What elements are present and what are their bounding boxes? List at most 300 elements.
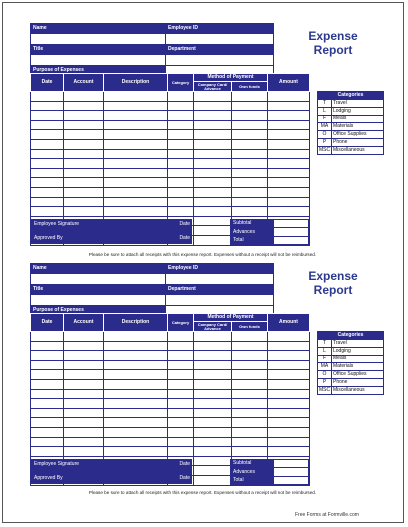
category-name: Office Supplies (332, 131, 384, 139)
expense-cell[interactable] (64, 120, 104, 130)
name-field[interactable] (31, 34, 166, 44)
col-own-funds: Own funds (232, 322, 268, 332)
expense-cell[interactable] (194, 235, 232, 245)
expense-cell[interactable] (168, 92, 194, 102)
expense-row (31, 418, 310, 428)
expense-cell[interactable] (232, 399, 268, 409)
expense-cell[interactable] (64, 370, 104, 380)
expense-cell[interactable] (104, 389, 168, 399)
expense-cell[interactable] (168, 139, 194, 149)
expense-cell[interactable] (104, 139, 168, 149)
expense-row (31, 360, 310, 370)
title-field[interactable] (31, 55, 166, 65)
expense-cell[interactable] (194, 139, 232, 149)
employee-id-field[interactable] (166, 274, 274, 284)
expense-cell[interactable] (31, 130, 64, 140)
col-category: Category (168, 74, 194, 92)
expense-cell[interactable] (31, 332, 64, 342)
expense-cell[interactable] (194, 370, 232, 380)
expense-cell[interactable] (168, 437, 194, 447)
expense-cell[interactable] (31, 159, 64, 169)
category-code: MA (318, 123, 332, 131)
expense-cell[interactable] (268, 187, 310, 197)
expense-row (31, 207, 310, 217)
expense-cell[interactable] (31, 408, 64, 418)
advances-field[interactable] (274, 468, 309, 476)
expense-cell[interactable] (232, 341, 268, 351)
expense-cell[interactable] (104, 447, 168, 457)
expense-cell[interactable] (168, 351, 194, 361)
expense-cell[interactable] (194, 360, 232, 370)
expense-cell[interactable] (64, 389, 104, 399)
expense-cell[interactable] (64, 360, 104, 370)
advances-label: Advances (231, 468, 274, 476)
expense-cell[interactable] (31, 447, 64, 457)
expense-cell[interactable] (31, 360, 64, 370)
expense-cell[interactable] (31, 389, 64, 399)
expense-cell[interactable] (104, 427, 168, 437)
title-line-1: Expense (308, 269, 358, 283)
employee-signature-field[interactable]: Employee Signature (31, 220, 161, 230)
expense-cell[interactable] (168, 111, 194, 121)
expense-cell[interactable] (64, 379, 104, 389)
expense-cell[interactable] (194, 418, 232, 428)
expense-cell[interactable] (194, 399, 232, 409)
expense-row (31, 159, 310, 169)
expense-cell[interactable] (168, 197, 194, 207)
expense-cell[interactable] (232, 427, 268, 437)
expense-cell[interactable] (268, 399, 310, 409)
advances-label: Advances (231, 228, 274, 236)
category-code: MA (318, 363, 332, 371)
expense-cell[interactable] (31, 370, 64, 380)
expense-cell[interactable] (64, 130, 104, 140)
department-label: Department (166, 284, 274, 294)
expense-cell[interactable] (194, 92, 232, 102)
expense-cell[interactable] (104, 379, 168, 389)
category-name: Meals (332, 115, 384, 123)
expense-row (31, 168, 310, 178)
expense-cell[interactable] (31, 187, 64, 197)
categories-table (317, 331, 384, 395)
expense-cell[interactable] (168, 149, 194, 159)
categories-table (317, 91, 384, 155)
expense-cell[interactable] (194, 226, 232, 236)
expense-cell[interactable] (104, 399, 168, 409)
title-line-1: Expense (308, 29, 358, 43)
expense-cell[interactable] (194, 111, 232, 121)
expense-cell[interactable] (232, 437, 268, 447)
expense-form-page (2, 2, 404, 523)
department-label: Department (166, 44, 274, 54)
expense-cell[interactable] (104, 332, 168, 342)
expense-cell[interactable] (268, 101, 310, 111)
expense-row (31, 120, 310, 130)
category-name: Office Supplies (332, 371, 384, 379)
category-name: Materials (332, 123, 384, 131)
category-code: T (318, 340, 332, 348)
category-name: Travel (332, 100, 384, 108)
expense-cell[interactable] (64, 427, 104, 437)
expense-cell[interactable] (168, 427, 194, 437)
report-title (288, 269, 378, 297)
title-line-2: Report (313, 283, 353, 297)
expense-cell[interactable] (64, 399, 104, 409)
expense-cell[interactable] (232, 370, 268, 380)
expense-cell[interactable] (104, 178, 168, 188)
subtotal-field[interactable] (274, 460, 309, 468)
category-name: Travel (332, 340, 384, 348)
category-name: Lodging (332, 107, 384, 115)
expense-cell[interactable] (104, 111, 168, 121)
expense-cell[interactable] (268, 149, 310, 159)
employee-id-field[interactable] (166, 34, 274, 44)
expense-row (31, 351, 310, 361)
expense-cell[interactable] (168, 389, 194, 399)
category-code: O (318, 131, 332, 139)
expense-cell[interactable] (31, 168, 64, 178)
expense-cell[interactable] (194, 408, 232, 418)
expense-row (31, 332, 310, 342)
totals-table (230, 219, 309, 245)
expense-cell[interactable] (104, 149, 168, 159)
expense-cell[interactable] (194, 456, 232, 466)
expense-cell[interactable] (64, 341, 104, 351)
category-code: P (318, 138, 332, 146)
expense-cell[interactable] (268, 408, 310, 418)
category-name: Meals (332, 355, 384, 363)
expense-cell[interactable] (31, 418, 64, 428)
expense-row (31, 370, 310, 380)
expense-cell[interactable] (168, 399, 194, 409)
signature-date-field[interactable]: Date (161, 460, 192, 470)
expense-cell[interactable] (268, 427, 310, 437)
expense-cell[interactable] (64, 178, 104, 188)
expense-cell[interactable] (168, 447, 194, 457)
expense-cell[interactable] (194, 351, 232, 361)
expense-cell[interactable] (104, 130, 168, 140)
expense-row (31, 197, 310, 207)
expense-cell[interactable] (268, 159, 310, 169)
total-field[interactable] (274, 476, 309, 484)
expense-cell[interactable] (194, 120, 232, 130)
expense-cell[interactable] (168, 130, 194, 140)
expense-cell[interactable] (104, 92, 168, 102)
expense-cell[interactable] (31, 379, 64, 389)
employee-info-table (30, 263, 274, 316)
expense-cell[interactable] (232, 187, 268, 197)
approved-by-field[interactable]: Approved By (31, 234, 161, 244)
expense-cell[interactable] (268, 332, 310, 342)
footer-credit: Free Forms at Formville.com (295, 512, 359, 518)
expense-cell[interactable] (104, 159, 168, 169)
expense-cell[interactable] (168, 207, 194, 217)
category-name: Miscellaneous (332, 146, 384, 154)
col-description: Description (104, 74, 168, 92)
category-code: P (318, 378, 332, 386)
title-label: Title (31, 44, 166, 54)
expense-cell[interactable] (268, 197, 310, 207)
expense-cell[interactable] (31, 101, 64, 111)
expense-cell[interactable] (64, 418, 104, 428)
expense-cell[interactable] (232, 120, 268, 130)
col-category: Category (168, 314, 194, 332)
expense-cell[interactable] (232, 111, 268, 121)
name-label: Name (31, 24, 166, 34)
expense-cell[interactable] (31, 427, 64, 437)
subtotal-label: Subtotal (231, 220, 274, 228)
category-code: F (318, 115, 332, 123)
expense-cell[interactable] (64, 139, 104, 149)
expense-cell[interactable] (168, 120, 194, 130)
expense-cell[interactable] (168, 379, 194, 389)
category-name: Miscellaneous (332, 386, 384, 394)
expense-row (31, 101, 310, 111)
expense-cell[interactable] (232, 351, 268, 361)
expense-cell[interactable] (64, 351, 104, 361)
expense-cell[interactable] (232, 418, 268, 428)
expense-cell[interactable] (168, 418, 194, 428)
expense-cell[interactable] (194, 101, 232, 111)
expense-cell[interactable] (268, 341, 310, 351)
expense-cell[interactable] (104, 437, 168, 447)
expense-cell[interactable] (64, 437, 104, 447)
name-label: Name (31, 264, 166, 274)
expense-cell[interactable] (268, 207, 310, 217)
expense-row (31, 389, 310, 399)
employee-info-table (30, 23, 274, 76)
expense-cell[interactable] (194, 475, 232, 485)
expense-cell[interactable] (194, 207, 232, 217)
expense-cell[interactable] (268, 120, 310, 130)
expense-cell[interactable] (232, 379, 268, 389)
report-title (288, 29, 378, 57)
expense-cell[interactable] (168, 178, 194, 188)
expense-cell[interactable] (194, 216, 232, 226)
category-name: Phone (332, 378, 384, 386)
expense-cell[interactable] (268, 139, 310, 149)
expense-cell[interactable] (232, 139, 268, 149)
category-name: Phone (332, 138, 384, 146)
signature-table (30, 219, 192, 244)
expense-cell[interactable] (194, 341, 232, 351)
expense-cell[interactable] (268, 178, 310, 188)
expense-cell[interactable] (194, 130, 232, 140)
expense-cell[interactable] (194, 466, 232, 476)
expense-cell[interactable] (64, 159, 104, 169)
expense-cell[interactable] (194, 187, 232, 197)
expense-cell[interactable] (64, 168, 104, 178)
expense-cell[interactable] (268, 370, 310, 380)
expense-cell[interactable] (232, 178, 268, 188)
expense-cell[interactable] (104, 101, 168, 111)
expense-cell[interactable] (31, 139, 64, 149)
expense-cell[interactable] (104, 120, 168, 130)
expense-cell[interactable] (194, 389, 232, 399)
total-field[interactable] (274, 236, 309, 244)
expense-cell[interactable] (168, 187, 194, 197)
expense-cell[interactable] (168, 370, 194, 380)
expense-cell[interactable] (232, 168, 268, 178)
title-line-2: Report (313, 43, 353, 57)
approval-date-field[interactable]: Date (161, 474, 192, 484)
expense-cell[interactable] (232, 92, 268, 102)
expense-cell[interactable] (31, 111, 64, 121)
expense-cell[interactable] (232, 447, 268, 457)
expense-row (31, 447, 310, 457)
expense-cell[interactable] (232, 130, 268, 140)
expense-cell[interactable] (232, 389, 268, 399)
expense-cell[interactable] (194, 178, 232, 188)
col-date: Date (31, 314, 64, 332)
col-own-funds: Own funds (232, 82, 268, 92)
expense-cell[interactable] (232, 197, 268, 207)
receipt-notice: Please be sure to attach all receipts with this expense report. Expenses without a receipt will not be reimbursed. (88, 252, 317, 257)
purpose-label: Purpose of Expenses (31, 305, 166, 315)
expense-cell[interactable] (64, 408, 104, 418)
category-code: L (318, 107, 332, 115)
totals-table (230, 459, 309, 485)
expense-cell[interactable] (104, 360, 168, 370)
expense-cell[interactable] (194, 159, 232, 169)
col-account: Account (64, 314, 104, 332)
expense-cell[interactable] (268, 418, 310, 428)
expense-cell[interactable] (232, 360, 268, 370)
expense-cell[interactable] (268, 111, 310, 121)
expense-cell[interactable] (268, 92, 310, 102)
col-company-card: Company Card/ Advance (194, 82, 232, 92)
signature-table (30, 459, 192, 484)
col-amount: Amount (268, 314, 310, 332)
col-company-card: Company Card/ Advance (194, 322, 232, 332)
expense-cell[interactable] (64, 207, 104, 217)
expense-cell[interactable] (168, 408, 194, 418)
categories-header: Categories (318, 92, 384, 100)
expense-cell[interactable] (268, 168, 310, 178)
department-field[interactable] (166, 55, 274, 65)
expense-cell[interactable] (64, 197, 104, 207)
expense-cell[interactable] (104, 341, 168, 351)
expense-cell[interactable] (194, 197, 232, 207)
expense-cell[interactable] (168, 360, 194, 370)
expense-cell[interactable] (64, 447, 104, 457)
expense-cell[interactable] (194, 379, 232, 389)
categories-header: Categories (318, 332, 384, 340)
name-field[interactable] (31, 274, 166, 284)
expense-cell[interactable] (268, 360, 310, 370)
expense-cell[interactable] (194, 332, 232, 342)
expense-cell[interactable] (104, 168, 168, 178)
expense-cell[interactable] (31, 341, 64, 351)
expense-row (31, 92, 310, 102)
expense-cell[interactable] (104, 351, 168, 361)
expense-cell[interactable] (64, 101, 104, 111)
category-code: L (318, 347, 332, 355)
approved-by-field[interactable]: Approved By (31, 474, 161, 484)
expense-cell[interactable] (64, 111, 104, 121)
expense-cell[interactable] (104, 418, 168, 428)
expense-cell[interactable] (268, 351, 310, 361)
expense-cell[interactable] (31, 197, 64, 207)
expense-cell[interactable] (168, 332, 194, 342)
expense-cell[interactable] (168, 159, 194, 169)
category-name: Materials (332, 363, 384, 371)
expense-cell[interactable] (232, 332, 268, 342)
expense-cell[interactable] (232, 101, 268, 111)
employee-id-label: Employee ID (166, 24, 274, 34)
expense-row (31, 139, 310, 149)
receipt-notice: Please be sure to attach all receipts with this expense report. Expenses without a receipt will not be reimbursed. (88, 490, 317, 495)
advances-field[interactable] (274, 228, 309, 236)
purpose-label: Purpose of Expenses (31, 65, 166, 75)
expense-cell[interactable] (31, 92, 64, 102)
expense-cell[interactable] (31, 351, 64, 361)
expense-cell[interactable] (168, 341, 194, 351)
expense-cell[interactable] (31, 399, 64, 409)
title-field[interactable] (31, 295, 166, 305)
expense-cell[interactable] (104, 197, 168, 207)
expense-row (31, 111, 310, 121)
expense-cell[interactable] (194, 149, 232, 159)
expense-cell[interactable] (268, 130, 310, 140)
expense-cell[interactable] (194, 437, 232, 447)
expense-row (31, 437, 310, 447)
signature-date-field[interactable]: Date (161, 220, 192, 230)
expense-cell[interactable] (194, 168, 232, 178)
total-label: Total (231, 476, 274, 484)
expense-cell[interactable] (64, 92, 104, 102)
expense-cell[interactable] (104, 187, 168, 197)
col-description: Description (104, 314, 168, 332)
approval-date-field[interactable]: Date (161, 234, 192, 244)
expense-cell[interactable] (64, 149, 104, 159)
expense-cell[interactable] (31, 120, 64, 130)
expense-cell[interactable] (194, 427, 232, 437)
expense-cell[interactable] (232, 159, 268, 169)
subtotal-label: Subtotal (231, 460, 274, 468)
expense-cell[interactable] (268, 389, 310, 399)
expense-row (31, 399, 310, 409)
expense-cell[interactable] (232, 207, 268, 217)
expense-cell[interactable] (31, 178, 64, 188)
expense-cell[interactable] (268, 447, 310, 457)
employee-id-label: Employee ID (166, 264, 274, 274)
title-label: Title (31, 284, 166, 294)
expense-cell[interactable] (104, 408, 168, 418)
expense-cell[interactable] (31, 149, 64, 159)
expense-row (31, 379, 310, 389)
expense-cell[interactable] (168, 168, 194, 178)
expense-cell[interactable] (104, 370, 168, 380)
expense-cell[interactable] (268, 437, 310, 447)
expense-row (31, 187, 310, 197)
expense-cell[interactable] (64, 332, 104, 342)
expense-cell[interactable] (31, 437, 64, 447)
expense-cell[interactable] (31, 207, 64, 217)
expense-cell[interactable] (268, 379, 310, 389)
expense-cell[interactable] (168, 101, 194, 111)
expense-cell[interactable] (232, 408, 268, 418)
category-code: T (318, 100, 332, 108)
employee-signature-field[interactable]: Employee Signature (31, 460, 161, 470)
subtotal-field[interactable] (274, 220, 309, 228)
expense-row (31, 427, 310, 437)
department-field[interactable] (166, 295, 274, 305)
expense-cell[interactable] (64, 187, 104, 197)
expense-cell[interactable] (104, 207, 168, 217)
expense-cell[interactable] (232, 149, 268, 159)
expense-cell[interactable] (194, 447, 232, 457)
